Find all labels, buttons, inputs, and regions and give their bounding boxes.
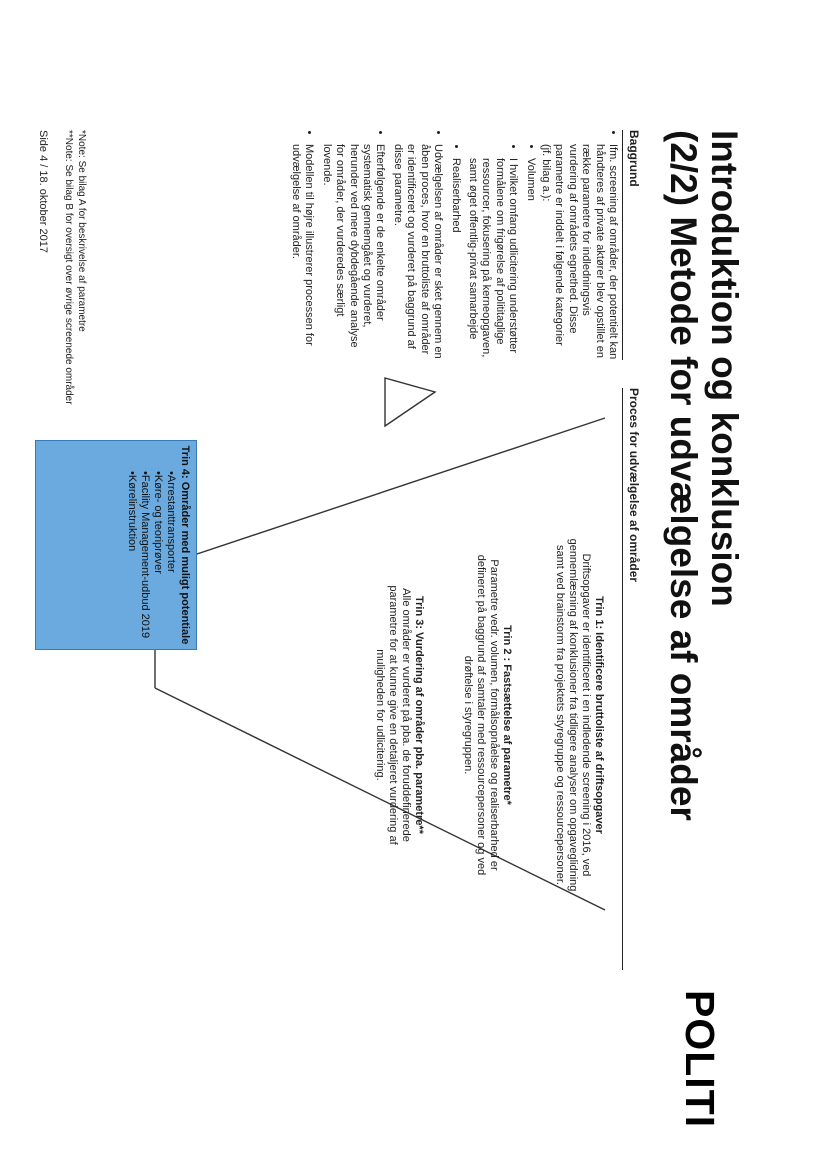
step-3-text: Alle områder er vurderet på pba. de foruddefinerede parametre for at kunne give en detaljeret vurdering af muligheden for udlicitering. [374, 585, 412, 845]
title-line-1: Introduktion og konklusion [704, 130, 745, 607]
funnel-left-edge [155, 418, 605, 568]
rotated-slide [25, 130, 745, 1170]
page-footer: Side 4 / 18. oktober 2017 [37, 130, 49, 253]
sub-bullet-volumen: • Volumen [523, 158, 536, 360]
step-4-list [125, 441, 177, 649]
sub-bullet-realiserbarhed: • Realiserbarhed [448, 158, 461, 360]
list-item: • Arrestanttransporter [164, 471, 177, 649]
step-2-text: Parametre vedr. volumen, formålsopnåelse og realiserbarhed er defineret på baggrund af samtaler med ressourcepersoner og ved drøftelse i styregruppen. [462, 554, 500, 876]
footnote-1: *Note: Se bilag A for beskrivelse af parametre [76, 130, 87, 332]
bullet-evaluation: • Efterfølgende er de enkelte områder systematisk gennemgået og vurderet, herunder ved mere dybdegående analyse for områder, der vurderedes særligt lovende. [319, 144, 386, 360]
background-heading: Baggrund [627, 130, 641, 187]
sub-bullet-formaal: • I hvilket omfang udlicitering understøtter formålene om frigørelse af polititaglige ressourcer, fokusering på kerneopgaven, samt øget offentlig-privat samarbejde [466, 158, 520, 360]
step-3 [373, 570, 425, 860]
step-3-title: Trin 3: Vurdering af områder pba. parametre** [413, 596, 425, 834]
list-item: • Kørelinstruktion [125, 471, 138, 649]
arrow-icon [385, 378, 435, 426]
list-item: • Køre- og teoriprøver [151, 471, 164, 649]
footnote-2: **Note: Se bilag B for oversigt over øvrige screenede områder [63, 130, 74, 405]
bullet-model: • Modellen til højre illustrerer processen for udvælgelse af områder. [289, 144, 316, 360]
step-1-title: Trin 1: Identificere bruttoliste af driftsopgaver [593, 596, 605, 834]
bullet-screening: • Ifm. screening af områder, der potentielt kan håndteres af private aktører blev opstillet en række parametre for indledningsvis vurdering af områdets egnethed. Disse parametre er inddelt i følgende kategorier (jf. bilag a.): • Volumen • I hvilket omfang udlicitering understøtter formålene om frigørelse af polititaglige ressourcer, fokusering på kerneopgaven, samt øget offentlig-privat samarbejde • Realiserbarhed [448, 144, 619, 360]
step-2 [461, 550, 513, 880]
step-1 [553, 530, 605, 900]
step-1-text: Driftsopgaver er identificeret i en indledende screening i 2016, ved gennemlæsning af konklusioner fra tidligere analyser om opgaveglidning samt ved brainstorm fra projektets styregruppe og ressourcepersoner. [554, 538, 592, 892]
list-item: • Facility Management-udbud 2019 [138, 471, 151, 649]
step-2-title: Trin 2 : Fastsættelse af parametre* [501, 625, 513, 805]
step-4-box [35, 440, 197, 650]
title-line-2: (2/2) Metode for udvælgelse af områder [663, 130, 704, 821]
process-heading: Proces for udvælgelse af områder [627, 388, 641, 583]
bullet-process: • Udvælgelsen af områder er sket gennem en åben proces, hvor en bruttoliste af områder er identificeret og vurderet på baggrund af disse parametre. [391, 144, 445, 360]
politi-logo: POLITI [677, 990, 723, 1129]
step-4-title: Trin 4: Områder med muligt potentiale [179, 445, 191, 645]
